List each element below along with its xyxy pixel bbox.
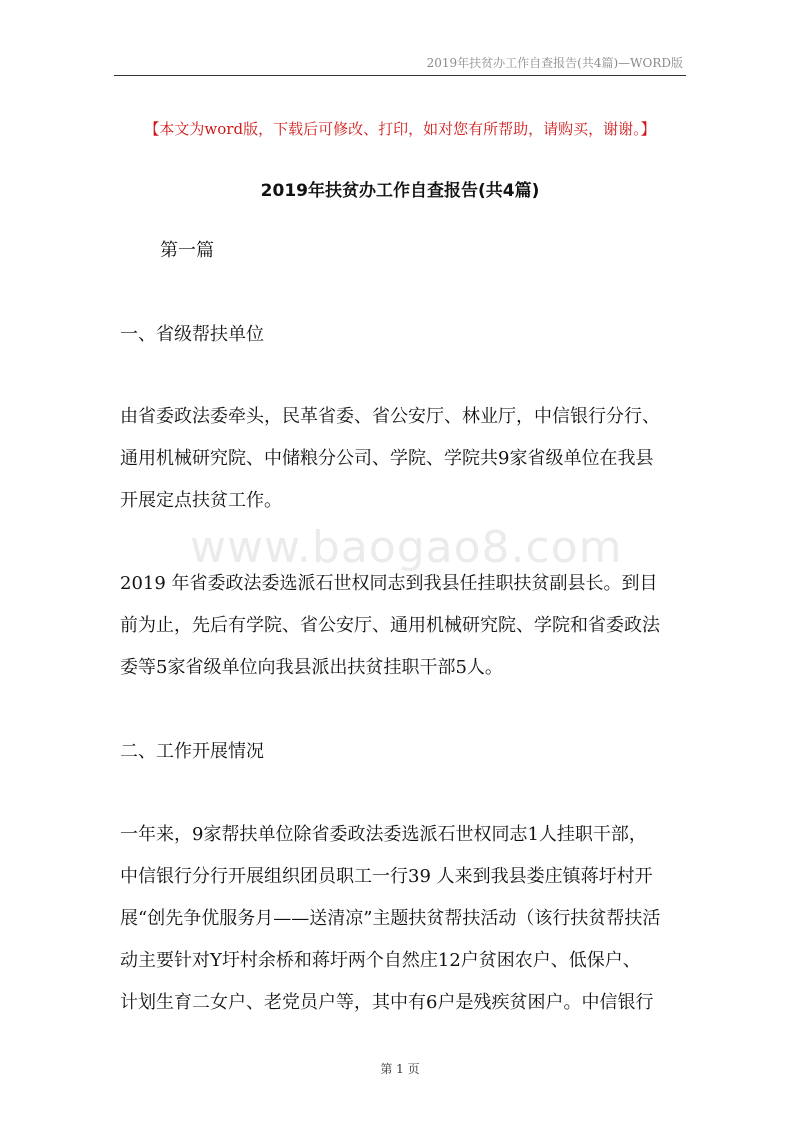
part-label: 第一篇 (160, 240, 214, 261)
section-heading-2: 二、工作开展情况 (120, 741, 264, 762)
paragraph-line: 展“创先争优服务月——送清凉”主题扶贫帮扶活动（该行扶贫帮扶活 (120, 908, 661, 929)
paragraph-3 (120, 814, 690, 1024)
paragraph-line: 开展定点扶贫工作。 (120, 490, 282, 511)
paragraph-2 (120, 563, 690, 689)
paragraph-line: 动主要针对Y圩村余桥和蒋圩两个自然庄12户贫困农户、低保户、 (120, 950, 641, 971)
section-heading-1: 一、省级帮扶单位 (120, 324, 264, 345)
page-number: 第 1 页 (380, 1062, 420, 1076)
paragraph-line: 由省委政法委牵头，民革省委、省公安厅、林业厅，中信银行分行、 (120, 406, 660, 427)
running-header: 2019年扶贫办工作自查报告(共4篇)—WORD版 (426, 56, 683, 70)
paragraph-line: 2019 年省委政法委选派石世权同志到我县任挂职扶贫副县长。到目 (120, 573, 658, 594)
watermark: www.baogao8.com (190, 522, 623, 573)
paragraph-line: 委等5家省级单位向我县派出扶贫挂职干部5人。 (120, 657, 503, 678)
paragraph-line: 前为止，先后有学院、省公安厅、通用机械研究院、学院和省委政法 (120, 615, 660, 636)
paragraph-line: 中信银行分行开展组织团员职工一行39 人来到我县娄庄镇蒋圩村开 (120, 866, 653, 887)
header-divider (114, 75, 686, 76)
paragraph-line: 计划生育二女户、老党员户等，其中有6户是残疾贫困户。中信银行 (120, 992, 654, 1013)
document-title: 2019年扶贫办工作自查报告(共4篇) (260, 181, 540, 201)
paragraph-line: 一年来，9家帮扶单位除省委政法委选派石世权同志1人挂职干部， (120, 824, 647, 845)
paragraph-line: 通用机械研究院、中储粮分公司、学院、学院共9家省级单位在我县 (120, 448, 654, 469)
purchase-notice: 【本文为word版，下载后可修改、打印，如对您有所帮助，请购买，谢谢。】 (144, 120, 656, 138)
paragraph-1 (120, 396, 690, 522)
